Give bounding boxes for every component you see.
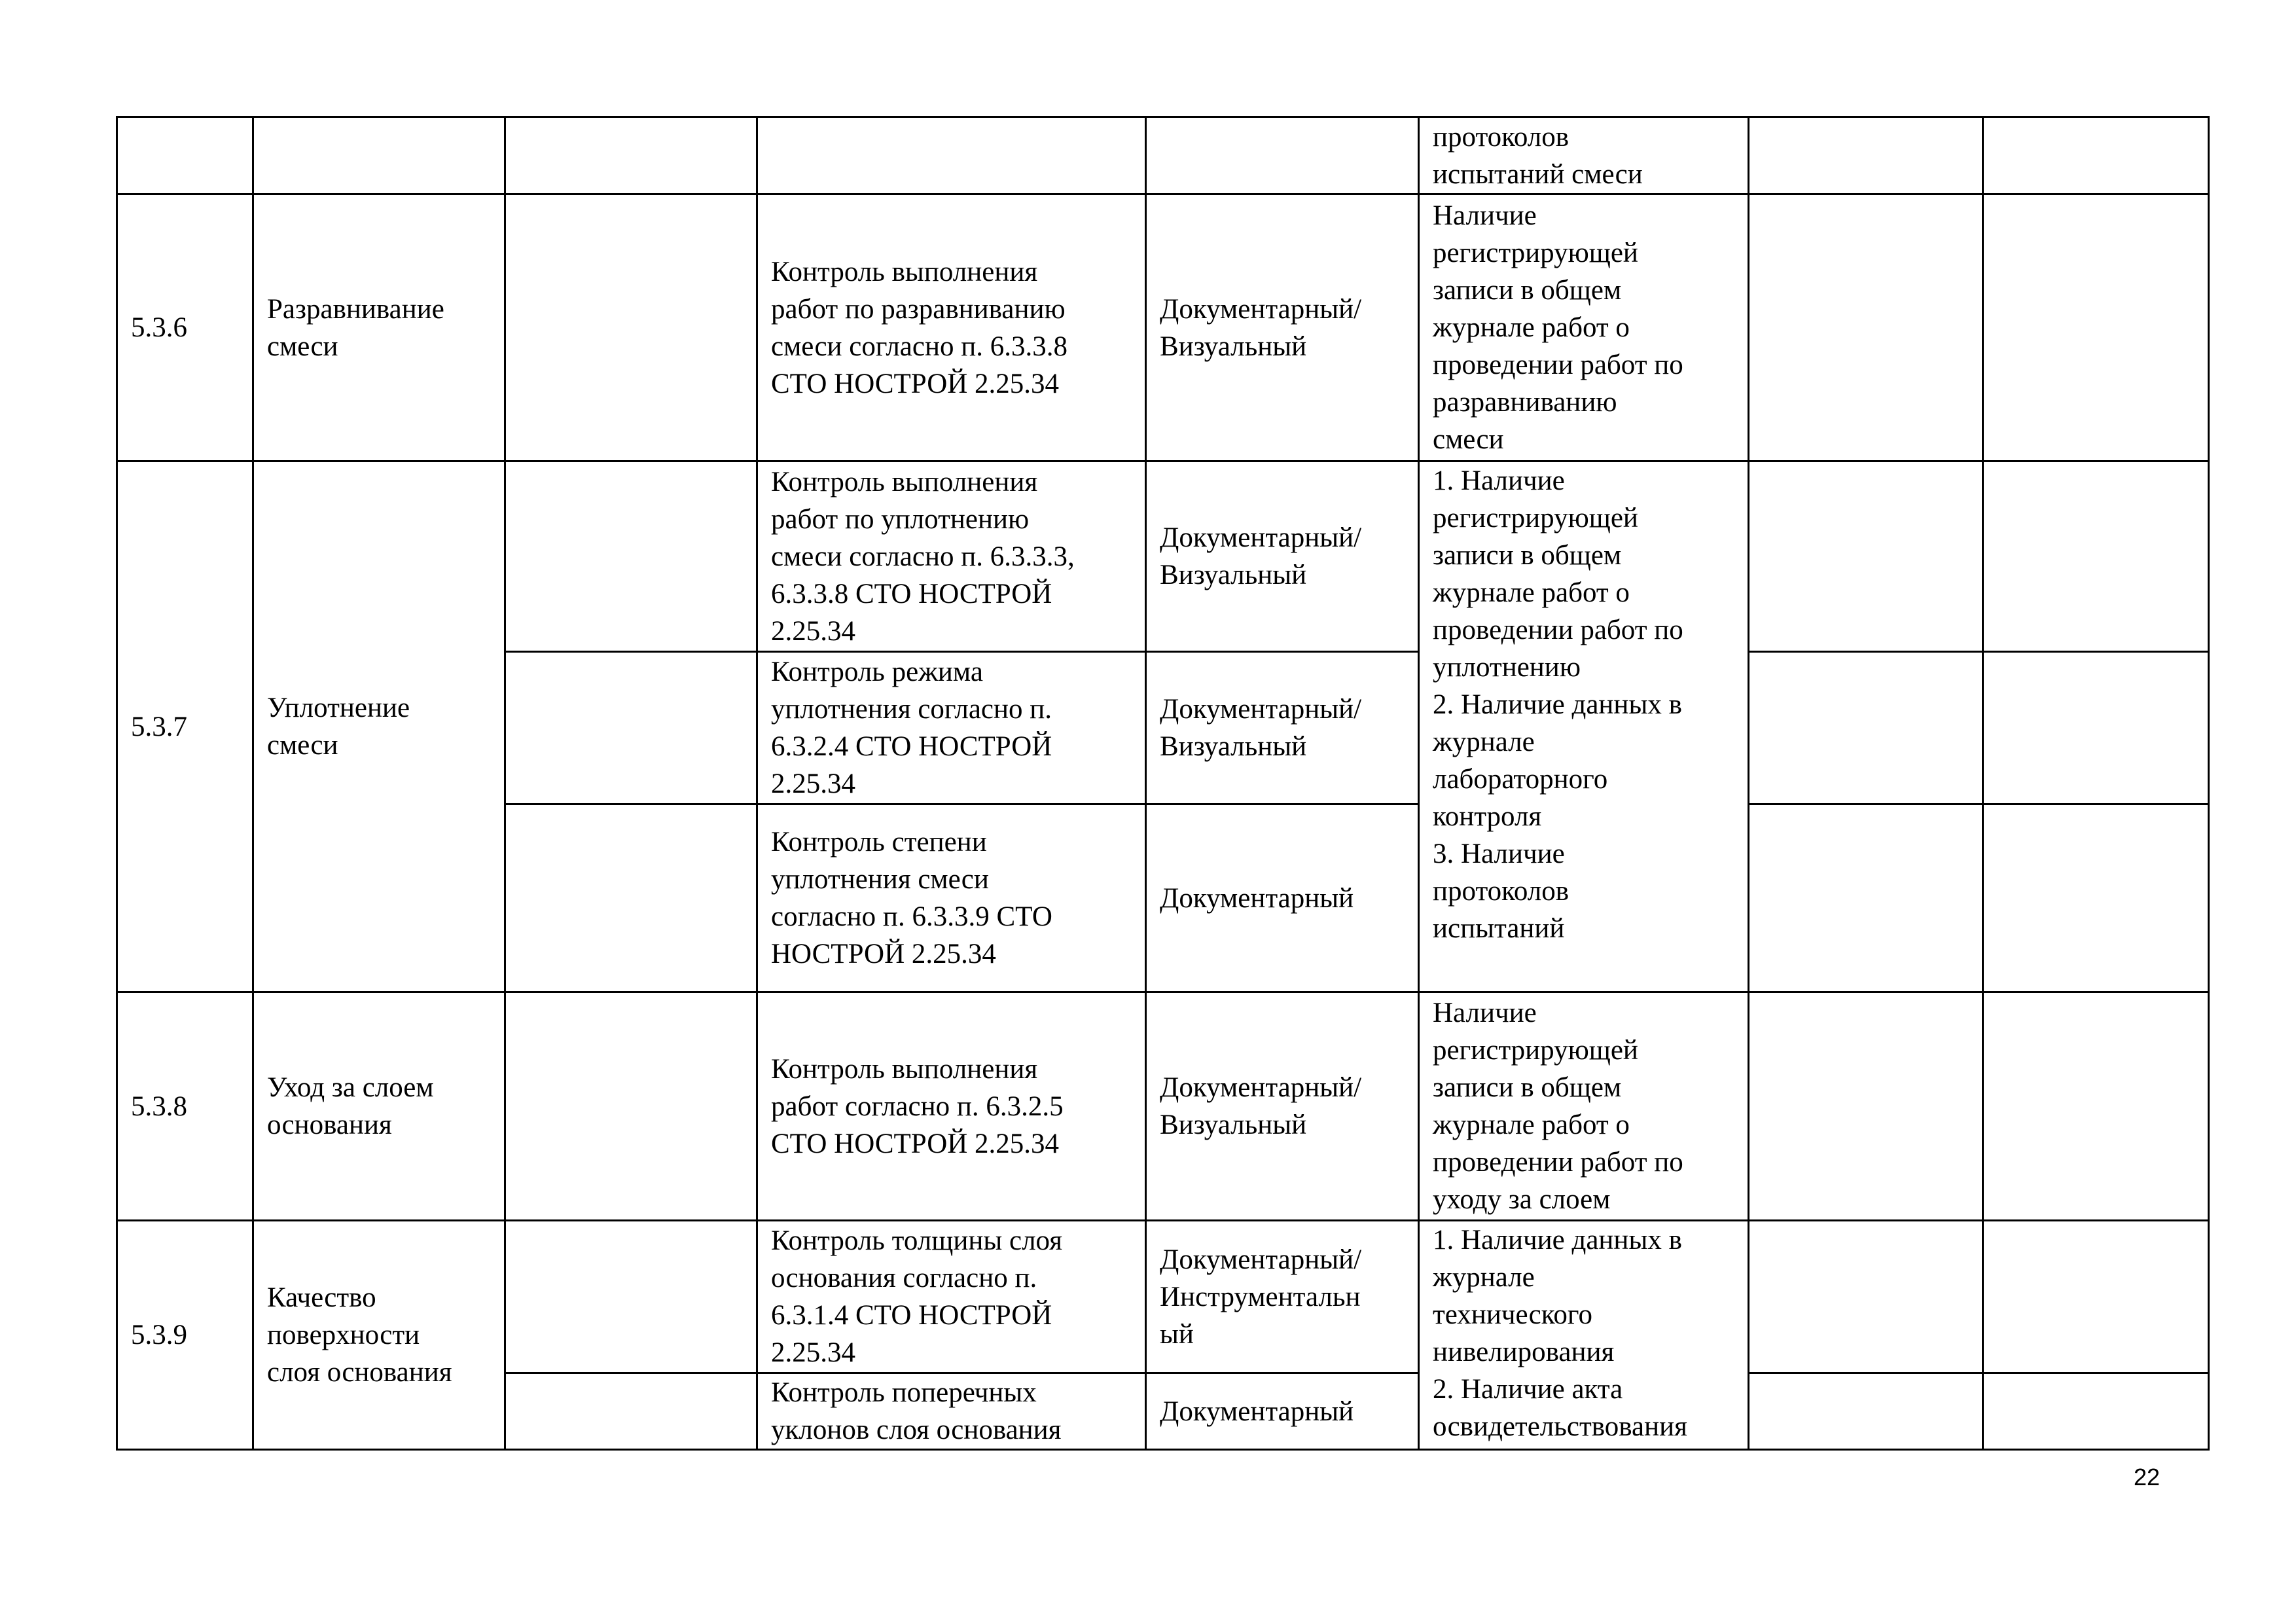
blank-cell bbox=[1749, 652, 1983, 804]
result-cell: Наличие регистрирующей записи в общем журнале работ о проведении работ по уходу за слоем bbox=[1419, 992, 1749, 1221]
control-cell: Контроль выполнения работ по разравниванию смеси согласно п. 6.3.3.8 СТО НОСТРОЙ 2.25.34 bbox=[757, 194, 1146, 461]
method-cell bbox=[1146, 117, 1419, 194]
method-cell: Документарный/ Инструментальн ый bbox=[1146, 1221, 1419, 1373]
item-number-cell: 5.3.7 bbox=[117, 461, 253, 992]
blank-cell bbox=[1983, 117, 2209, 194]
method-cell: Документарный bbox=[1146, 804, 1419, 992]
item-number-cell: 5.3.6 bbox=[117, 194, 253, 461]
blank-cell bbox=[505, 1221, 757, 1373]
result-cell: 1. Наличие данных в журнале технического нивелирования 2. Наличие акта освидетельствования bbox=[1419, 1221, 1749, 1450]
table-row bbox=[117, 194, 2209, 461]
blank-cell bbox=[1983, 992, 2209, 1221]
blank-cell bbox=[505, 1373, 757, 1450]
blank-cell bbox=[505, 652, 757, 804]
blank-cell bbox=[1983, 1221, 2209, 1373]
control-cell bbox=[757, 117, 1146, 194]
blank-cell bbox=[1749, 992, 1983, 1221]
control-cell: Контроль степени уплотнения смеси согласно п. 6.3.3.9 СТО НОСТРОЙ 2.25.34 bbox=[757, 804, 1146, 992]
item-name-cell: Качество поверхности слоя основания bbox=[253, 1221, 505, 1450]
result-cell: 1. Наличие регистрирующей записи в общем журнале работ о проведении работ по уплотнению 2. Наличие данных в журнале лабораторного контроля 3. Наличие протоколов испытаний bbox=[1419, 461, 1749, 992]
item-number-cell: 5.3.9 bbox=[117, 1221, 253, 1450]
blank-cell bbox=[1749, 194, 1983, 461]
item-name-cell: Уплотнение смеси bbox=[253, 461, 505, 992]
method-cell: Документарный/ Визуальный bbox=[1146, 461, 1419, 652]
table-row bbox=[117, 117, 2209, 194]
control-cell: Контроль выполнения работ по уплотнению смеси согласно п. 6.3.3.3, 6.3.3.8 СТО НОСТРОЙ 2.25.34 bbox=[757, 461, 1146, 652]
method-cell: Документарный/ Визуальный bbox=[1146, 194, 1419, 461]
control-cell: Контроль толщины слоя основания согласно п. 6.3.1.4 СТО НОСТРОЙ 2.25.34 bbox=[757, 1221, 1146, 1373]
control-cell: Контроль поперечных уклонов слоя основания bbox=[757, 1373, 1146, 1450]
blank-cell bbox=[1749, 461, 1983, 652]
item-name-cell bbox=[253, 117, 505, 194]
blank-cell bbox=[505, 804, 757, 992]
result-cell: Наличие регистрирующей записи в общем журнале работ о проведении работ по разравниванию смеси bbox=[1419, 194, 1749, 461]
page-number: 22 bbox=[2133, 1464, 2160, 1490]
result-cell: протоколов испытаний смеси bbox=[1419, 117, 1749, 194]
blank-cell bbox=[505, 194, 757, 461]
item-number-cell: 5.3.8 bbox=[117, 992, 253, 1221]
table-row bbox=[117, 992, 2209, 1221]
blank-cell bbox=[1749, 117, 1983, 194]
method-cell: Документарный/ Визуальный bbox=[1146, 992, 1419, 1221]
method-cell: Документарный/ Визуальный bbox=[1146, 652, 1419, 804]
item-number-cell bbox=[117, 117, 253, 194]
control-cell: Контроль выполнения работ согласно п. 6.3.2.5 СТО НОСТРОЙ 2.25.34 bbox=[757, 992, 1146, 1221]
blank-cell bbox=[1983, 652, 2209, 804]
blank-cell bbox=[505, 992, 757, 1221]
table-row bbox=[117, 461, 2209, 652]
inspection-table bbox=[116, 116, 2210, 1451]
method-cell: Документарный bbox=[1146, 1373, 1419, 1450]
blank-cell bbox=[1749, 1373, 1983, 1450]
blank-cell bbox=[1749, 1221, 1983, 1373]
item-name-cell: Уход за слоем основания bbox=[253, 992, 505, 1221]
blank-cell bbox=[1983, 194, 2209, 461]
blank-cell bbox=[1983, 804, 2209, 992]
item-name-cell: Разравнивание смеси bbox=[253, 194, 505, 461]
control-cell: Контроль режима уплотнения согласно п. 6.3.2.4 СТО НОСТРОЙ 2.25.34 bbox=[757, 652, 1146, 804]
blank-cell bbox=[1983, 1373, 2209, 1450]
blank-cell bbox=[505, 117, 757, 194]
blank-cell bbox=[1749, 804, 1983, 992]
blank-cell bbox=[505, 461, 757, 652]
blank-cell bbox=[1983, 461, 2209, 652]
table-row bbox=[117, 1221, 2209, 1373]
